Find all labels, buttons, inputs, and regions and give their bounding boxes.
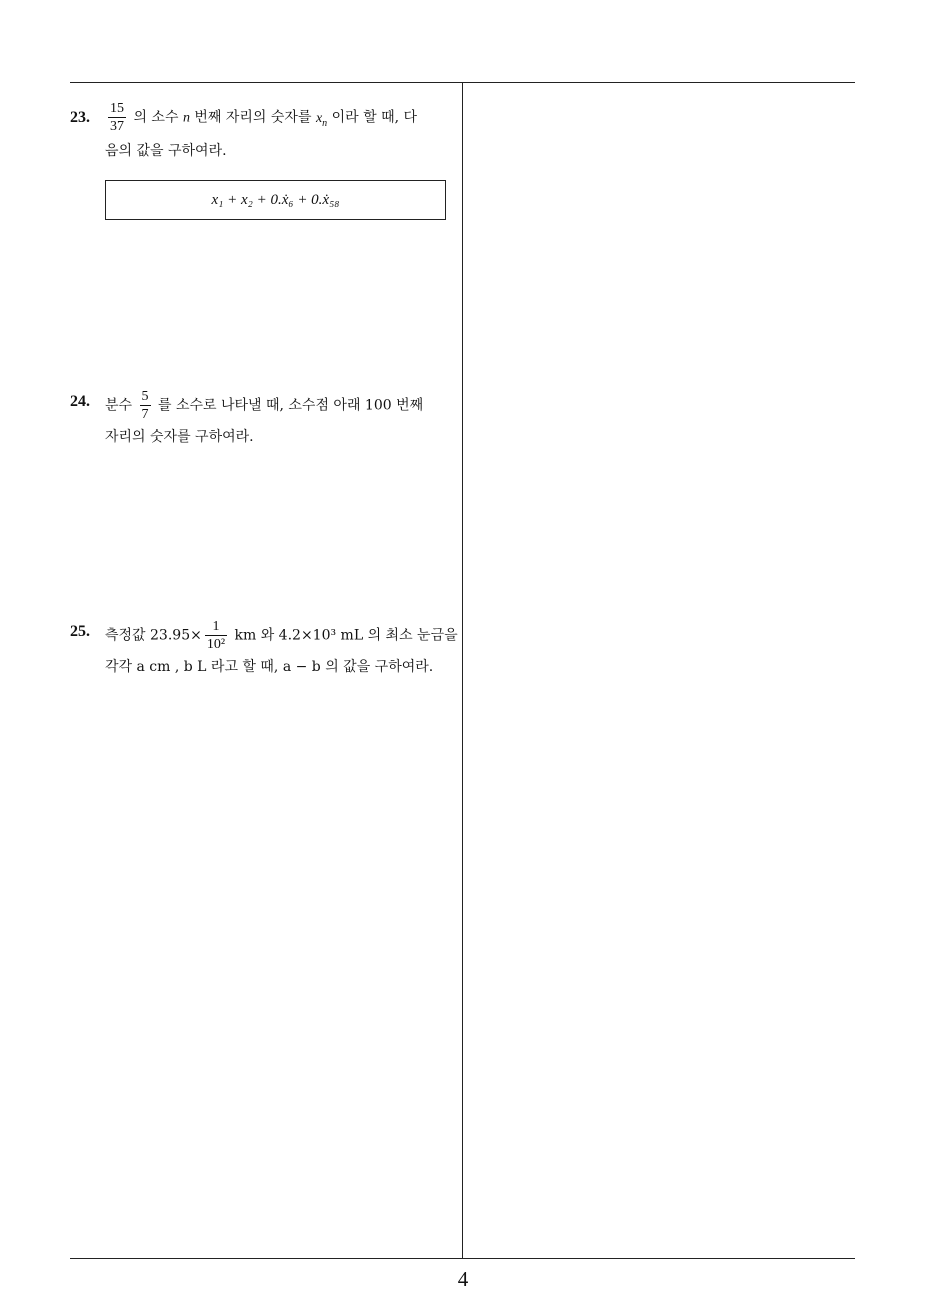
question-number: 23. [70,109,90,126]
question-number: 24. [70,393,90,410]
question-text-line2: 자리의 숫자를 구하여라. [105,429,254,445]
question-body: 측정값 23.95× $\frac{1}{\text{10²}}$ km 와 4.2×10³ mL 의 최소 눈금을 각각 a cm , b L 라고 할 때, a − b 의 값을 구하여라. [105,618,461,681]
fraction: $\frac{5}{7}$ [141,389,149,422]
question-body: 분수 $\frac{5}{7}$ 를 소수로 나타낼 때, 소수점 아래 100 번째 자리의 숫자를 구하여라. [105,388,461,451]
expression-box [105,180,446,220]
fraction: $\frac{1}{\text{10²}}$ [206,619,226,652]
page-number: 4 [457,1267,469,1291]
fraction: $\frac{15}{37}$ [110,101,124,134]
question-body: $\frac{15}{37}$ 의 소수 n 번째 자리의 숫자를 $x_n$ 이라 할 때, 다 음의 값을 구하여라. [105,100,461,165]
question-text-line2: 음의 값을 구하여라. [105,143,227,160]
question-text-line2: 각각 a cm , b L 라고 할 때, a − b 의 값을 구하여라. [105,659,434,675]
column-divider [462,82,463,1259]
bottom-rule [70,1258,855,1259]
question-number: 25. [70,623,90,640]
expression: x₁ + x₂ + 0.ẋ₆ + 0.ẋ₅₈ [211,192,340,208]
